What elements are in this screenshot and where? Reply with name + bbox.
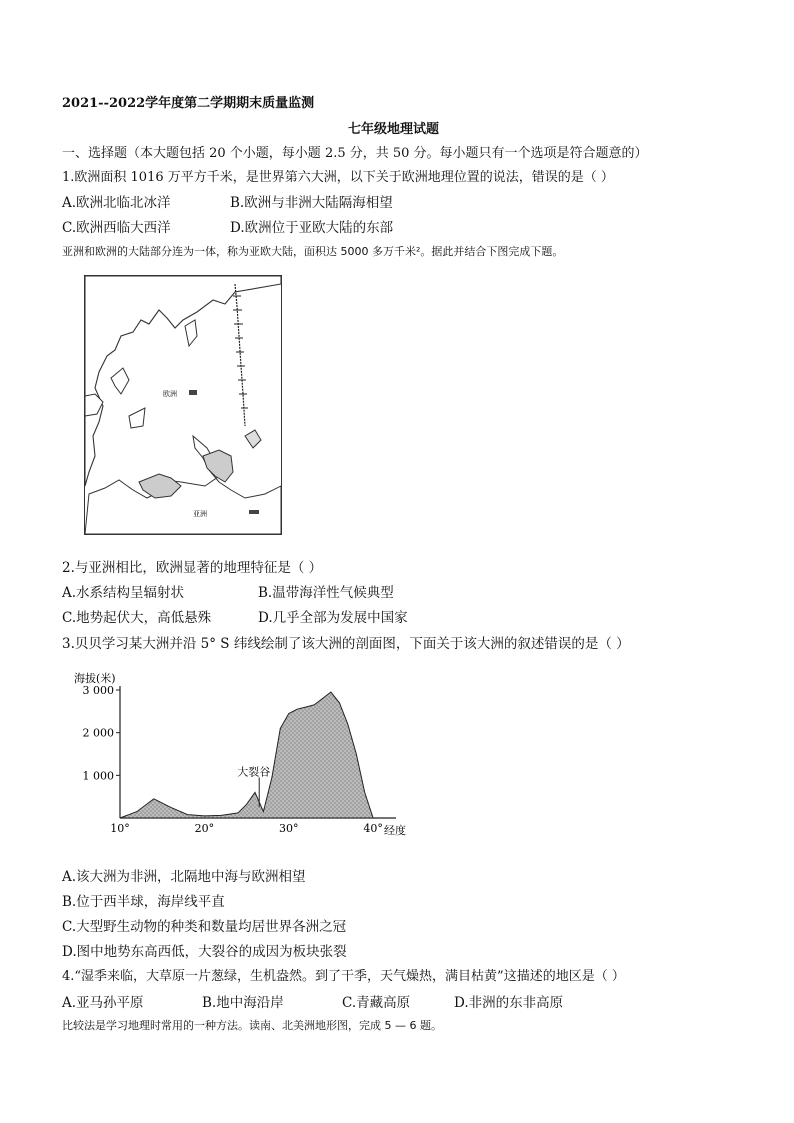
q3-option-b: B.位于西半球，海岸线平直 xyxy=(62,894,225,910)
q1-option-d: D.欧洲位于亚欧大陆的东部 xyxy=(230,220,394,236)
q3-option-d: D.图中地势东高西低，大裂谷的成因为板块张裂 xyxy=(62,944,347,960)
q4-option-d: D.非洲的东非高原 xyxy=(454,995,564,1011)
q1-option-a: A.欧洲北临北冰洋 xyxy=(62,195,171,211)
passage-2: 比较法是学习地理时常用的一种方法。读南、北美洲地形图，完成 5 — 6 题。 xyxy=(62,1019,442,1032)
q1-option-c: C.欧洲西临大西洋 xyxy=(62,220,171,236)
eurasia-map xyxy=(84,275,282,535)
map-label-europe: 欧洲 xyxy=(163,390,177,398)
section-instructions: 一、选择题（本大题包括 20 个小题，每小题 2.5 分，共 50 分。每小题只有一个选项是符合题意的） xyxy=(62,146,648,161)
exam-title: 2021--2022学年度第二学期期末质量监测 xyxy=(62,96,315,111)
x-axis-label: 经度 xyxy=(384,824,406,837)
question-3-stem: 3.贝贝学习某大洲并沿 5° S 纬线绘制了该大洲的剖面图，下面关于该大洲的叙述错误的是（ ） xyxy=(62,636,630,652)
y-tick-label: 1 000 xyxy=(82,769,114,783)
y-tick-label: 2 000 xyxy=(82,726,114,740)
q3-option-a: A.该大洲为非洲，北隔地中海与欧洲相望 xyxy=(62,869,306,885)
q1-option-b: B.欧洲与非洲大陆隔海相望 xyxy=(230,195,393,211)
map-marker-2 xyxy=(249,510,259,514)
question-4-stem: 4.“湿季来临，大草原一片葱绿，生机盎然。到了干季，天气燥热，满目枯黄”这描述的地区是（ ） xyxy=(62,969,625,984)
q2-option-c: C.地势起伏大，高低悬殊 xyxy=(62,610,212,626)
elevation-profile-chart xyxy=(60,668,430,848)
q2-option-d: D.几乎全部为发展中国家 xyxy=(258,610,408,626)
q4-option-a: A.亚马孙平原 xyxy=(62,995,144,1011)
x-tick-label: 30° xyxy=(279,822,299,835)
x-tick-label: 20° xyxy=(194,822,215,835)
passage-1: 亚洲和欧洲的大陆部分连为一体，称为亚欧大陆，面积达 5000 多万千米²。据此并结合下图完成下题。 xyxy=(62,245,564,258)
q2-option-b: B.温带海洋性气候典型 xyxy=(258,585,394,601)
q4-option-b: B.地中海沿岸 xyxy=(202,995,284,1011)
y-tick-label: 3 000 xyxy=(82,684,114,697)
q4-option-c: C.青藏高原 xyxy=(342,995,411,1011)
x-tick-label: 10° xyxy=(110,822,130,835)
question-1-stem: 1.欧洲面积 1016 万平方千米，是世界第六大洲，以下关于欧洲地理位置的说法，错误的是（ ） xyxy=(62,170,614,185)
map-label-asia: 亚洲 xyxy=(193,510,207,518)
eurasia-map-drawing xyxy=(85,276,281,534)
elevation-area-series xyxy=(120,692,373,818)
question-2-stem: 2.与亚洲相比，欧洲显著的地理特征是（ ） xyxy=(62,560,323,576)
q3-option-c: C.大型野生动物的种类和数量均居世界各洲之冠 xyxy=(62,919,347,935)
subject-title: 七年级地理试题 xyxy=(348,122,440,137)
x-tick-label: 40° xyxy=(363,822,383,835)
rift-valley-annotation: 大裂谷 xyxy=(237,765,271,779)
y-axis-label: 海拔(米) xyxy=(74,672,116,685)
map-marker xyxy=(189,390,197,395)
q2-option-a: A.水系结构呈辐射状 xyxy=(62,585,185,601)
